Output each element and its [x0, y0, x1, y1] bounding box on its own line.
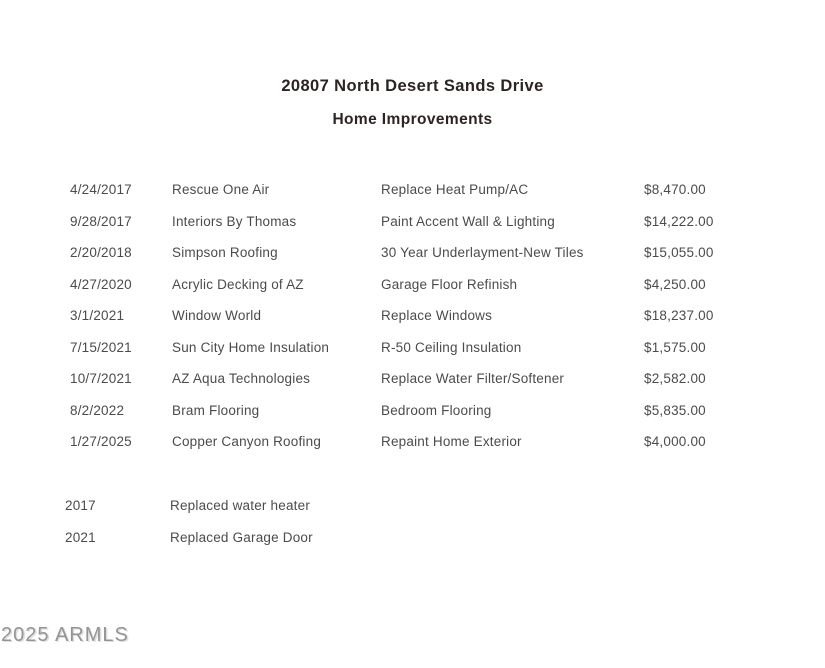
note-year: 2017: [65, 498, 96, 513]
description-cell: Repaint Home Exterior: [381, 434, 522, 449]
contractor-cell: AZ Aqua Technologies: [172, 371, 311, 386]
date-cell: 1/27/2025: [70, 434, 132, 449]
cost-cell: $2,582.00: [644, 371, 706, 386]
date-cell: 2/20/2018: [70, 245, 132, 260]
note-year: 2021: [65, 530, 96, 545]
table-row: [0, 340, 825, 357]
cost-cell: $18,237.00: [644, 308, 714, 323]
cost-cell: $15,055.00: [644, 245, 714, 260]
description-cell: Bedroom Flooring: [381, 403, 492, 418]
table-row: [0, 182, 825, 199]
table-row: [0, 308, 825, 325]
cost-cell: $5,835.00: [644, 403, 706, 418]
date-cell: 10/7/2021: [70, 371, 132, 386]
date-cell: 3/1/2021: [70, 308, 125, 323]
note-row: [0, 530, 825, 547]
date-cell: 4/27/2020: [70, 277, 132, 292]
armls-watermark: 2025 ARMLS: [1, 624, 129, 646]
contractor-cell: Sun City Home Insulation: [172, 340, 330, 355]
cost-cell: $14,222.00: [644, 214, 714, 229]
cost-cell: $4,250.00: [644, 277, 706, 292]
description-cell: Replace Windows: [381, 308, 493, 323]
table-row: [0, 371, 825, 388]
cost-cell: $1,575.00: [644, 340, 706, 355]
date-cell: 4/24/2017: [70, 182, 132, 197]
date-cell: 9/28/2017: [70, 214, 132, 229]
table-row: [0, 214, 825, 231]
date-cell: 8/2/2022: [70, 403, 125, 418]
description-cell: 30 Year Underlayment-New Tiles: [381, 245, 584, 260]
contractor-cell: Copper Canyon Roofing: [172, 434, 322, 449]
contractor-cell: Acrylic Decking of AZ: [172, 277, 304, 292]
table-row: [0, 403, 825, 420]
contractor-cell: Rescue One Air: [172, 182, 270, 197]
description-cell: Replace Heat Pump/AC: [381, 182, 529, 197]
note-row: [0, 498, 825, 515]
contractor-cell: Window World: [172, 308, 262, 323]
table-row: [0, 434, 825, 451]
description-cell: Replace Water Filter/Softener: [381, 371, 565, 386]
cost-cell: $8,470.00: [644, 182, 706, 197]
cost-cell: $4,000.00: [644, 434, 706, 449]
page-subtitle: Home Improvements: [332, 111, 493, 128]
table-row: [0, 245, 825, 262]
table-row: [0, 277, 825, 294]
description-cell: Paint Accent Wall & Lighting: [381, 214, 555, 229]
contractor-cell: Simpson Roofing: [172, 245, 278, 260]
contractor-cell: Interiors By Thomas: [172, 214, 297, 229]
date-cell: 7/15/2021: [70, 340, 132, 355]
note-text: Replaced Garage Door: [170, 530, 313, 545]
contractor-cell: Bram Flooring: [172, 403, 260, 418]
note-text: Replaced water heater: [170, 498, 311, 513]
description-cell: R-50 Ceiling Insulation: [381, 340, 522, 355]
description-cell: Garage Floor Refinish: [381, 277, 518, 292]
page-title: 20807 North Desert Sands Drive: [281, 77, 544, 95]
